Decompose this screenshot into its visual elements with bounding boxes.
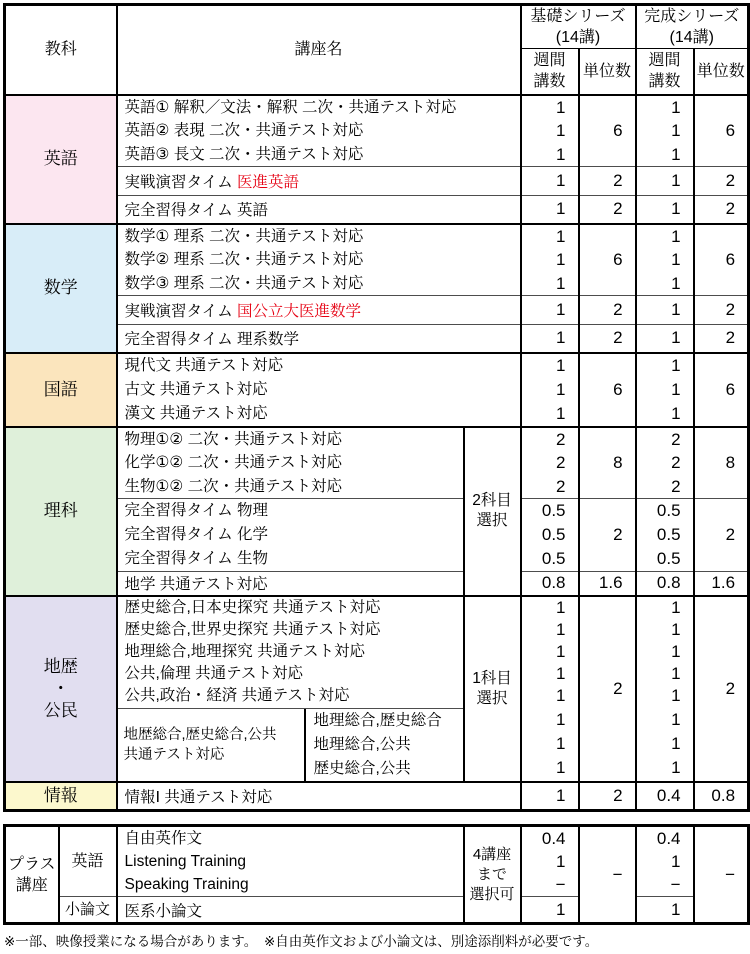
weekly-complete-cell: 1 <box>636 325 694 353</box>
units-basic-cell: 2 <box>579 325 636 353</box>
subject-cell-science: 理科 <box>5 427 117 596</box>
row-english-core <box>5 95 749 167</box>
highlighted-course-name: 医進英語 <box>237 174 300 191</box>
weekly-complete-cell: 1 <box>636 296 694 325</box>
course-cell: 実戦演習タイム 国公立大医進数学 <box>117 296 521 325</box>
weekly-basic-cell: 1 <box>521 325 579 353</box>
units-complete-cell: 2 <box>694 325 749 353</box>
units-complete-cell: − <box>694 826 749 924</box>
header-units-complete: 単位数 <box>694 49 749 95</box>
subject-cell-info: 情報 <box>5 782 117 811</box>
row-math-jissen <box>5 296 749 325</box>
units-basic-cell: 2 <box>579 296 636 325</box>
selector-cell-social: 1科目 選択 <box>464 596 521 782</box>
course-cell: 歴史総合,日本史探究 共通テスト対応 歴史総合,世界史探究 共通テスト対応 地理総合,地理探究 共通テスト対応 公共,倫理 共通テスト対応 公共,政治・経済 共通テスト対応 <box>117 596 464 709</box>
selector-cell-plus: 4講座 まで 選択可 <box>464 826 521 924</box>
units-complete-cell: 1.6 <box>694 572 749 596</box>
weekly-complete-cell: 1 1 1 1 1 1 1 1 <box>636 596 694 782</box>
weekly-complete-cell: 1 1 1 <box>636 353 694 427</box>
course-cell: 完全習得タイム 物理 完全習得タイム 化学 完全習得タイム 生物 <box>117 499 464 572</box>
weekly-basic-cell: 1 <box>521 296 579 325</box>
course-cell: 数学① 理系 二次・共通テスト対応 数学② 理系 二次・共通テスト対応 数学③ 理系 二次・共通テスト対応 <box>117 224 521 296</box>
header-row-series <box>5 5 749 49</box>
weekly-basic-cell: 1 <box>521 782 579 811</box>
header-units-basic: 単位数 <box>579 49 636 95</box>
weekly-basic-cell: 1 1 1 <box>521 224 579 296</box>
units-complete-cell: 6 <box>694 224 749 296</box>
weekly-basic-cell: 0.4 1 − <box>521 826 579 897</box>
weekly-complete-cell: 1 1 1 <box>636 95 694 167</box>
units-basic-cell: 1.6 <box>579 572 636 596</box>
units-complete-cell: 8 <box>694 427 749 499</box>
units-basic-cell: 8 <box>579 427 636 499</box>
units-basic-cell: − <box>579 826 636 924</box>
row-science-chigaku <box>5 572 749 596</box>
weekly-complete-cell: 1 <box>636 196 694 224</box>
course-cell: 完全習得タイム 英語 <box>117 196 521 224</box>
weekly-basic-cell: 0.5 0.5 0.5 <box>521 499 579 572</box>
units-basic-cell: 2 <box>579 499 636 572</box>
subject-cell-math: 数学 <box>5 224 117 353</box>
course-cell: 自由英作文 Listening Training Speaking Training <box>117 826 464 897</box>
weekly-complete-cell: 2 2 2 <box>636 427 694 499</box>
weekly-basic-cell: 1 <box>521 897 579 924</box>
weekly-complete-cell: 1 <box>636 167 694 196</box>
plus-group-cell: プラス 講座 <box>5 826 59 924</box>
course-table <box>3 3 750 812</box>
weekly-complete-cell: 1 1 1 <box>636 224 694 296</box>
course-cell: 完全習得タイム 理系数学 <box>117 325 521 353</box>
row-math-kanzen <box>5 325 749 353</box>
units-complete-cell: 6 <box>694 353 749 427</box>
basic-series-count: (14講) <box>555 29 601 46</box>
row-social-core <box>5 596 749 709</box>
weekly-complete-cell: 0.4 1 − <box>636 826 694 897</box>
basic-series-title: 基礎シリーズ <box>530 8 626 25</box>
weekly-complete-cell: 0.4 <box>636 782 694 811</box>
weekly-basic-cell: 2 2 2 <box>521 427 579 499</box>
subject-cell-japanese: 国語 <box>5 353 117 427</box>
row-japanese <box>5 353 749 427</box>
row-science-core <box>5 427 749 499</box>
row-english-jissen <box>5 167 749 196</box>
units-basic-cell: 2 <box>579 167 636 196</box>
plus-subject-cell-english: 英語 <box>59 826 117 897</box>
units-basic-cell: 6 <box>579 224 636 296</box>
units-basic-cell: 2 <box>579 782 636 811</box>
units-complete-cell: 2 <box>694 167 749 196</box>
units-basic-cell: 2 <box>579 196 636 224</box>
combo-left-cell: 地歴総合,歴史総合,公共 共通テスト対応 <box>118 709 306 781</box>
units-complete-cell: 2 <box>694 499 749 572</box>
header-weekly-basic: 週間 講数 <box>521 49 579 95</box>
course-cell: 物理①② 二次・共通テスト対応 化学①② 二次・共通テスト対応 生物①② 二次・共通テスト対応 <box>117 427 464 499</box>
subject-cell-english: 英語 <box>5 95 117 224</box>
course-cell: 医系小論文 <box>117 897 464 924</box>
units-complete-cell: 0.8 <box>694 782 749 811</box>
header-weekly-complete: 週間 講数 <box>636 49 694 95</box>
course-cell: 実戦演習タイム 医進英語 <box>117 167 521 196</box>
highlighted-course-name: 国公立大医進数学 <box>237 303 362 320</box>
subject-cell-social: 地歴 ・ 公民 <box>5 596 117 782</box>
course-cell: 情報Ⅰ 共通テスト対応 <box>117 782 521 811</box>
weekly-complete-cell: 0.5 0.5 0.5 <box>636 499 694 572</box>
header-complete-series <box>636 5 749 49</box>
row-english-kanzen <box>5 196 749 224</box>
row-plus-essay <box>5 897 749 924</box>
weekly-basic-cell: 1 <box>521 196 579 224</box>
selector-cell-science: 2科目 選択 <box>464 427 521 596</box>
row-science-kanzen <box>5 499 749 572</box>
weekly-basic-cell: 1 1 1 <box>521 353 579 427</box>
weekly-basic-cell: 1 <box>521 167 579 196</box>
weekly-basic-cell: 0.8 <box>521 572 579 596</box>
plus-subject-cell-essay: 小論文 <box>59 897 117 924</box>
units-basic-cell: 6 <box>579 353 636 427</box>
header-course: 講座名 <box>117 5 521 95</box>
weekly-basic-cell: 1 1 1 1 1 1 1 1 <box>521 596 579 782</box>
units-complete-cell: 2 <box>694 196 749 224</box>
plus-course-table <box>3 824 750 925</box>
units-complete-cell: 2 <box>694 296 749 325</box>
course-cell: 地学 共通テスト対応 <box>117 572 464 596</box>
units-complete-cell: 2 <box>694 596 749 782</box>
weekly-complete-cell: 0.8 <box>636 572 694 596</box>
course-combo-cell <box>117 708 464 782</box>
complete-series-title: 完成シリーズ <box>644 8 740 25</box>
units-basic-cell: 2 <box>579 596 636 782</box>
weekly-basic-cell: 1 1 1 <box>521 95 579 167</box>
complete-series-count: (14講) <box>669 29 715 46</box>
footnote: ※一部、映像授業になる場合があります。 ※自由英作文および小論文は、別途添削料が必要です。 <box>4 934 599 950</box>
units-complete-cell: 6 <box>694 95 749 167</box>
course-cell: 英語① 解釈／文法・解釈 二次・共通テスト対応 英語② 表現 二次・共通テスト対応 英語③ 長文 二次・共通テスト対応 <box>117 95 521 167</box>
weekly-complete-cell: 1 <box>636 897 694 924</box>
combo-right-cell: 地理総合,歴史総合 地理総合,公共 歴史総合,公共 <box>313 711 442 777</box>
row-math-core <box>5 224 749 296</box>
row-info <box>5 782 749 811</box>
header-subject: 教科 <box>5 5 117 95</box>
table-gap <box>3 812 747 824</box>
row-plus-english <box>5 826 749 897</box>
units-basic-cell: 6 <box>579 95 636 167</box>
course-cell: 現代文 共通テスト対応 古文 共通テスト対応 漢文 共通テスト対応 <box>117 353 521 427</box>
header-basic-series <box>521 5 636 49</box>
